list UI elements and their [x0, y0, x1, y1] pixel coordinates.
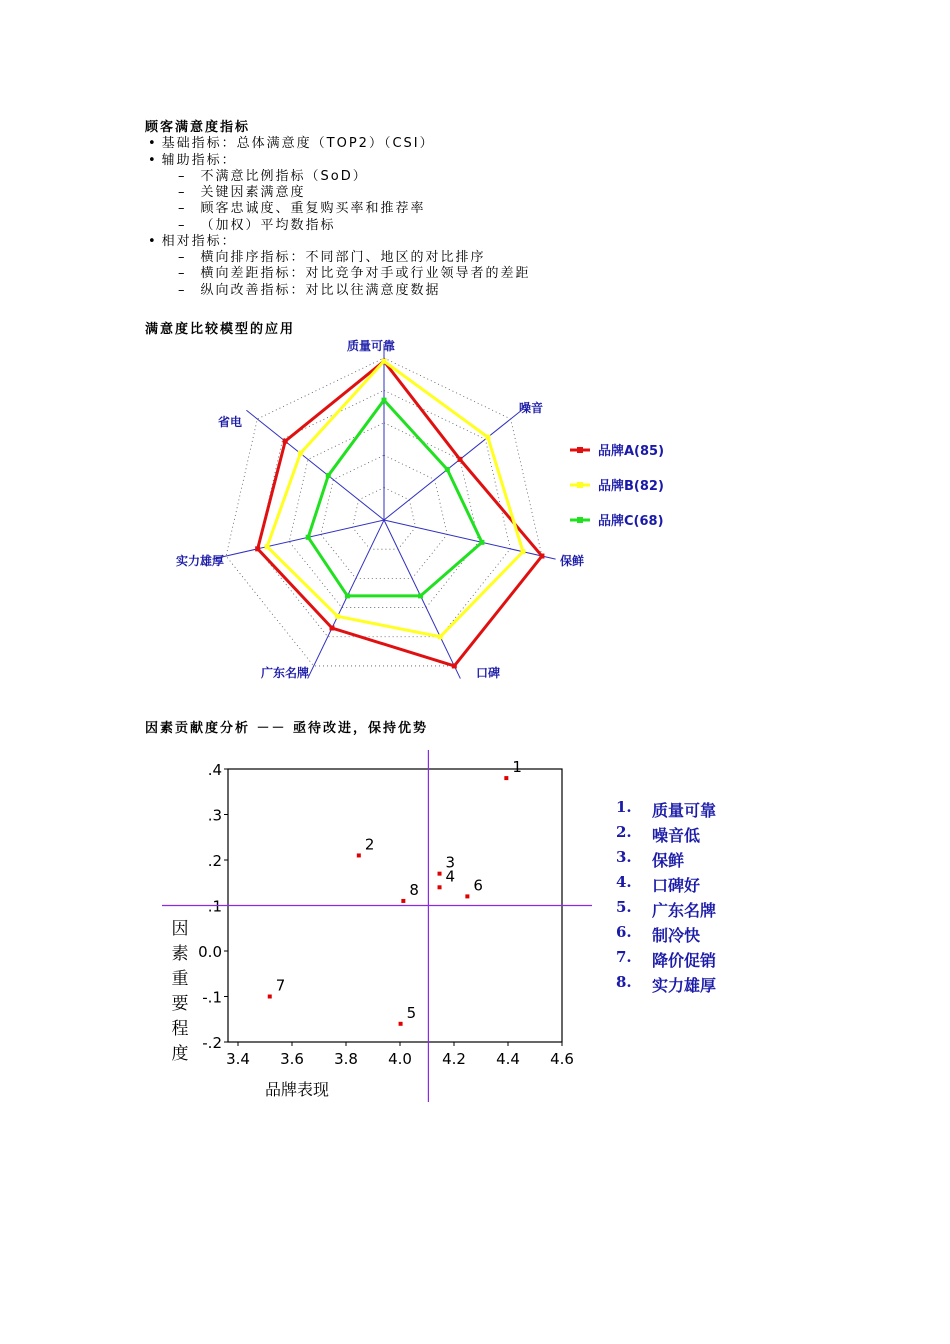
radar-point — [345, 593, 350, 598]
legend-swatch-marker — [577, 482, 583, 488]
radar-point — [418, 593, 423, 598]
y-tick-label: -.2 — [202, 1034, 222, 1052]
radar-point — [452, 663, 457, 668]
scatter-point-label: 6 — [473, 876, 483, 895]
y-axis-label: 因素重要程度 — [171, 919, 189, 1064]
legend-number: 1. — [616, 798, 632, 816]
scatter-point-label: 4 — [445, 867, 456, 886]
scatter-point — [438, 872, 442, 876]
scatter-point — [465, 894, 469, 898]
legend-number: 7. — [616, 948, 632, 966]
radar-axis-label: 保鲜 — [559, 554, 585, 568]
scatter-point-label: 1 — [512, 758, 522, 777]
list-subitem: – 顾客忠诚度、重复购买率和推荐率 — [178, 197, 426, 216]
y-tick-label: .2 — [207, 852, 222, 870]
radar-point — [306, 535, 311, 540]
section-title-scatter: 因素贡献度分析 －－ 亟待改进，保持优势 — [145, 721, 429, 736]
legend-number: 5. — [616, 898, 632, 916]
x-tick-label: 3.8 — [334, 1050, 358, 1068]
legend-label: 品牌B(82) — [598, 479, 664, 494]
legend-label: 噪音低 — [652, 826, 701, 845]
radar-point — [457, 457, 462, 462]
list-subitem: – 关键因素满意度 — [178, 181, 306, 200]
radar-point — [485, 435, 490, 440]
scatter-point-label: 7 — [275, 976, 286, 995]
scatter-chart — [155, 745, 605, 1110]
list-subitem: – 纵向改善指标：对比以往满意度数据 — [178, 279, 441, 298]
legend-label: 口碑好 — [652, 876, 701, 895]
x-tick-label: 4.4 — [496, 1050, 520, 1068]
y-tick-label: .4 — [207, 761, 222, 779]
scatter-point — [268, 995, 272, 999]
radar-point — [283, 439, 288, 444]
radar-axis-label: 省电 — [217, 415, 243, 429]
legend-number: 2. — [616, 823, 632, 841]
legend-number: 4. — [616, 873, 632, 891]
list-item: • 辅助指标： — [148, 149, 237, 168]
list-subitem: – 横向差距指标：对比竞争对手或行业领导者的差距 — [178, 262, 531, 281]
radar-point — [382, 398, 387, 403]
scatter-point — [399, 1022, 403, 1026]
radar-axis-line — [384, 410, 522, 520]
x-tick-label: 3.6 — [280, 1050, 304, 1068]
legend-number: 6. — [616, 923, 632, 941]
list-subitem: – 不满意比例指标（SoD） — [178, 165, 368, 184]
legend-label: 保鲜 — [652, 851, 685, 870]
radar-point — [520, 549, 525, 554]
scatter-point — [504, 776, 508, 780]
x-axis-label: 品牌表现 — [264, 1080, 330, 1099]
radar-series-line — [258, 361, 542, 666]
y-tick-label: .1 — [207, 897, 222, 916]
list-item: • 相对指标： — [148, 230, 237, 249]
scatter-point-label: 8 — [409, 880, 419, 899]
radar-axis-label: 实力雄厚 — [175, 554, 225, 568]
scatter-point — [438, 885, 442, 889]
x-tick-label: 4.2 — [442, 1050, 466, 1068]
list-item: • 基础指标：总体满意度（TOP2）（CSI） — [148, 132, 435, 151]
y-tick-label: .3 — [207, 806, 222, 825]
legend-label: 品牌A(85) — [598, 444, 665, 459]
legend-swatch-marker — [577, 517, 583, 523]
scatter-point-label: 5 — [406, 1003, 417, 1022]
legend-label: 降价促销 — [652, 951, 717, 970]
radar-axis-label: 质量可靠 — [346, 339, 396, 353]
legend-number: 8. — [616, 973, 632, 991]
scatter-point-label: 3 — [445, 853, 456, 872]
legend-label: 质量可靠 — [652, 801, 717, 820]
scatter-point-label: 2 — [364, 835, 375, 854]
y-tick-label: 0.0 — [198, 943, 222, 961]
radar-chart — [150, 335, 710, 690]
radar-series-line — [308, 400, 482, 596]
radar-point — [335, 614, 340, 619]
radar-axis-label: 广东名牌 — [260, 666, 310, 680]
radar-point — [382, 359, 387, 364]
legend-label: 广东名牌 — [652, 901, 717, 920]
legend-label: 品牌C(68) — [598, 514, 664, 529]
list-subitem: – （加权）平均数指标 — [178, 214, 336, 233]
radar-point — [255, 546, 260, 551]
section-title-indicators: 顾客满意度指标 — [145, 120, 251, 135]
radar-point — [326, 473, 331, 478]
legend-label: 实力雄厚 — [652, 976, 717, 995]
radar-point — [298, 451, 303, 456]
legend-swatch-marker — [577, 447, 583, 453]
x-tick-label: 4.0 — [388, 1050, 412, 1068]
section-title-radar: 满意度比较模型的应用 — [145, 322, 296, 337]
radar-point — [265, 544, 270, 549]
x-tick-label: 4.6 — [550, 1050, 574, 1068]
scatter-legend — [612, 798, 762, 998]
radar-axis-line — [212, 520, 384, 559]
x-tick-label: 3.4 — [226, 1050, 250, 1068]
radar-point — [445, 467, 450, 472]
y-tick-label: -.1 — [202, 988, 222, 1007]
radar-axis-label: 噪音 — [518, 401, 544, 415]
legend-label: 制冷快 — [652, 926, 701, 945]
scatter-point — [357, 853, 361, 857]
radar-point — [329, 626, 334, 631]
legend-number: 3. — [616, 848, 632, 866]
scatter-point — [401, 899, 405, 903]
radar-point — [539, 554, 544, 559]
radar-point — [479, 540, 484, 545]
radar-point — [438, 634, 443, 639]
list-subitem: – 横向排序指标：不同部门、地区的对比排序 — [178, 246, 486, 265]
radar-axis-label: 口碑 — [475, 666, 501, 680]
